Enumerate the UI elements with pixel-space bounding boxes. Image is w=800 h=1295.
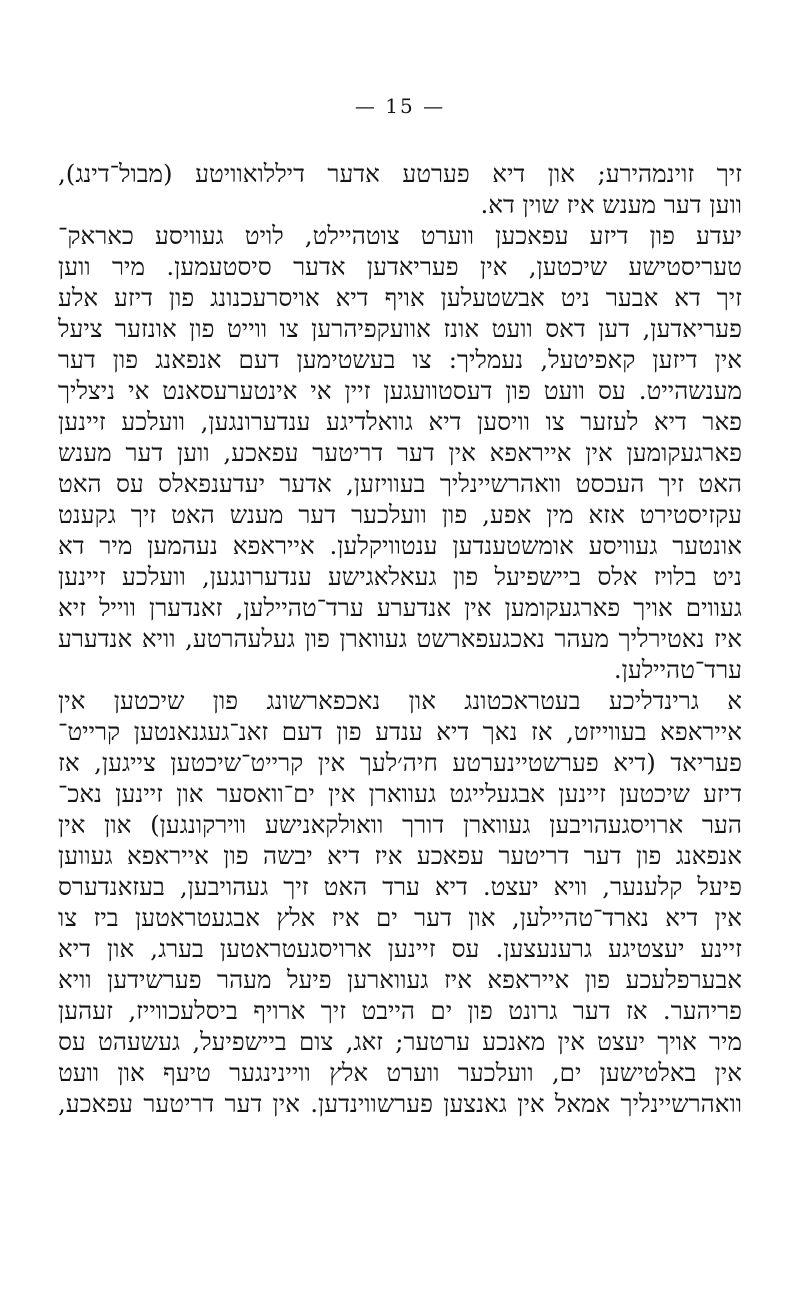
text-line: א גרינדליכע בעטראכטונג און נאכפארשונג פון שיכטען אין (58, 686, 742, 715)
body-text (58, 158, 742, 1119)
text-line: פעריאד (דיא פערשטיינערטע חיה׳לעך אין קרייט־שיכטען צייגען, אז (58, 748, 742, 777)
text-line: פעריאדען, דען דאס וועט אונז אוועקפיהרען צו ווייט פון אונזער ציעל (58, 314, 742, 343)
text-line: אנפאנג פון דער דריטער עפאכע איז דיא יבשה פון אייראפא געווען (58, 841, 742, 870)
text-line: אבערפלעכע פון אייראפא איז געווארען פיעל מעהר פערשידען וויא (58, 965, 742, 994)
text-line: ווען דער מענש איז שוין דא. (480, 190, 742, 219)
text-line: איז נאטירליך מעהר נאכגעפארשט געווארן פון געלעהרטע, וויא אנדערע (58, 624, 742, 653)
text-line: טעריסטישע שיכטען, אין פעריאדען אדער סיסטעמען. מיר ווען (58, 252, 742, 281)
text-line: מענשהייט. עס וועט פון דעסטוועגען זיין אי אינטערעסאנט אי ניצליך (58, 376, 742, 405)
text-line: געווים אויך פארגעקומען אין אנדערע ערד־טהיילען, זאנדערן ווייל זיא (58, 593, 742, 622)
text-line: אין באלטישען ים, וועלכער ווערט אלץ וויינינגער טיעף און וועט (58, 1058, 742, 1087)
text-line: פיעל קלענער, וויא יעצט. דיא ערד האט זיך געהויבען, בעזאנדערס (58, 872, 742, 901)
text-line: עקזיסטירט אזא מין אפע, פון וועלכער דער מענש האט זיך גקענט (58, 500, 742, 529)
text-line: פאר דיא לעזער צו וויסען דיא גוואלדיגע ענדערונגען, וועלכע זיינען (58, 407, 742, 436)
text-line: אייראפא בעווייזט, אז נאך דיא ענדע פון דעם זאנ־געגנאנטען קרייט־ (58, 717, 742, 746)
text-line: זיך זוינמהירע; און דיא פערטע אדער דיללואוויטע (מבול־דינג), (58, 159, 742, 188)
text-line: אין דיזען קאפיטעל, נעמליך: צו בעשטימען דעם אנפאנג פון דער (58, 345, 742, 374)
text-line: פארגעקומען אין אייראפא אין דער דריטער עפאכע, ווען דער מענש (58, 438, 742, 467)
text-line: יעדע פון דיזע עפאכען ווערט צוטהיילט, לויט געוויסע כאראק־ (58, 221, 742, 250)
text-line: דיזע שיכטען זיינען אבגעלייגט געווארן אין ים־וואסער און זיינען נאכ־ (58, 779, 742, 808)
text-line: אין דיא נארד־טהיילען, און דער ים איז אלץ אבגעטראטען ביז צו (58, 903, 742, 932)
page-number: — 15 — (354, 94, 446, 118)
text-line: פריהער. אז דער גרונט פון ים הייבט זיך ארויף ביסלעכווייז, זעהען (58, 996, 742, 1025)
text-line: ערד־טהיילען. (613, 655, 742, 684)
text-line: מיר אויך יעצט אין מאנכע ערטער; זאג, צום ביישפיעל, געשעהט עס (58, 1027, 742, 1056)
text-line: ניט בלויז אלס ביישפיעל פון געאלאגישע ענדערונגען, וועלכע זיינען (58, 562, 742, 591)
text-line: אונטער געוויסע אומשטענדען ענטוויקלען. אייראפא נעהמען מיר דא (58, 531, 742, 560)
text-line: זיינע יעצטיגע גרענעצען. עס זיינען ארויסגעטראטען בערג, און דיא (58, 934, 742, 963)
text-line: הער ארויסגעהויבען געווארן דורך וואולקאנישע ווירקונגען) און אין (58, 810, 742, 839)
text-line: זיך דא אבער ניט אבשטעלען אויף דיא אויסרעכנונג פון דיזע אלע (58, 283, 742, 312)
text-line: וואהרשיינליך אמאל אין גאנצען פערשווינדען. אין דער דריטער עפאכע, (58, 1089, 742, 1118)
text-line: האט זיך העכסט וואהרשיינליך בעוויזען, אדער יעדענפאלס עס האט (58, 469, 742, 498)
